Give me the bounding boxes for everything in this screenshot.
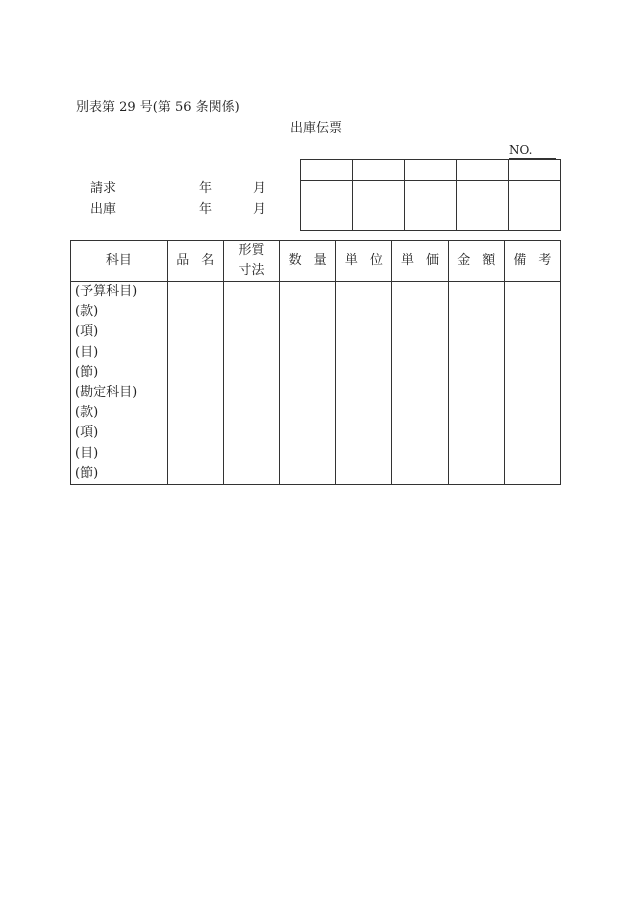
stamp-header-cell[interactable] bbox=[353, 160, 405, 181]
unit-price-cell[interactable] bbox=[392, 282, 448, 485]
request-label: 請求 bbox=[90, 181, 117, 196]
page-title: 出庫伝票 bbox=[290, 121, 343, 136]
header-quantity: 数量 bbox=[280, 241, 336, 282]
account-item: (項) bbox=[75, 324, 99, 340]
header-account: 科目 bbox=[71, 241, 168, 282]
header-unit-price: 単価 bbox=[392, 241, 448, 282]
form-label: 別表第 29 号(第 56 条関係) bbox=[76, 100, 240, 115]
issue-slip-table bbox=[70, 240, 564, 485]
request-year-label: 年 bbox=[199, 181, 213, 196]
account-item: (款) bbox=[75, 304, 99, 320]
account-item: (勘定科目) bbox=[75, 384, 138, 400]
remarks-cell[interactable] bbox=[504, 282, 560, 485]
account-item: (項) bbox=[75, 425, 99, 441]
account-item: (予算科目) bbox=[75, 284, 138, 299]
header-unit: 単位 bbox=[336, 241, 392, 282]
account-cell[interactable] bbox=[71, 282, 168, 485]
issue-year-label: 年 bbox=[199, 202, 213, 217]
approval-stamp-grid bbox=[300, 159, 561, 231]
stamp-cell[interactable] bbox=[457, 181, 509, 231]
stamp-header-cell[interactable] bbox=[509, 160, 561, 181]
stamp-header-cell[interactable] bbox=[457, 160, 509, 181]
shape-size-cell[interactable] bbox=[223, 282, 279, 485]
unit-cell[interactable] bbox=[336, 282, 392, 485]
account-item: (節) bbox=[75, 364, 99, 380]
header-amount: 金額 bbox=[448, 241, 504, 282]
header-shape-size: 形質 寸法 bbox=[223, 241, 279, 282]
issue-label: 出庫 bbox=[90, 202, 117, 217]
header-remarks: 備考 bbox=[504, 241, 560, 282]
number-field-label: NO. bbox=[509, 142, 556, 159]
stamp-cell[interactable] bbox=[301, 181, 353, 231]
stamp-header-cell[interactable] bbox=[405, 160, 457, 181]
request-month-label: 月 bbox=[253, 181, 267, 196]
account-item: (目) bbox=[75, 344, 99, 360]
account-item: (節) bbox=[75, 465, 99, 481]
account-item: (款) bbox=[75, 405, 99, 421]
stamp-cell[interactable] bbox=[405, 181, 457, 231]
header-item-name: 品名 bbox=[167, 241, 223, 282]
stamp-cell[interactable] bbox=[509, 181, 561, 231]
issue-month-label: 月 bbox=[253, 202, 267, 217]
item-name-cell[interactable] bbox=[167, 282, 223, 485]
amount-cell[interactable] bbox=[448, 282, 504, 485]
quantity-cell[interactable] bbox=[280, 282, 336, 485]
stamp-header-cell[interactable] bbox=[301, 160, 353, 181]
account-item: (目) bbox=[75, 445, 99, 461]
stamp-cell[interactable] bbox=[353, 181, 405, 231]
